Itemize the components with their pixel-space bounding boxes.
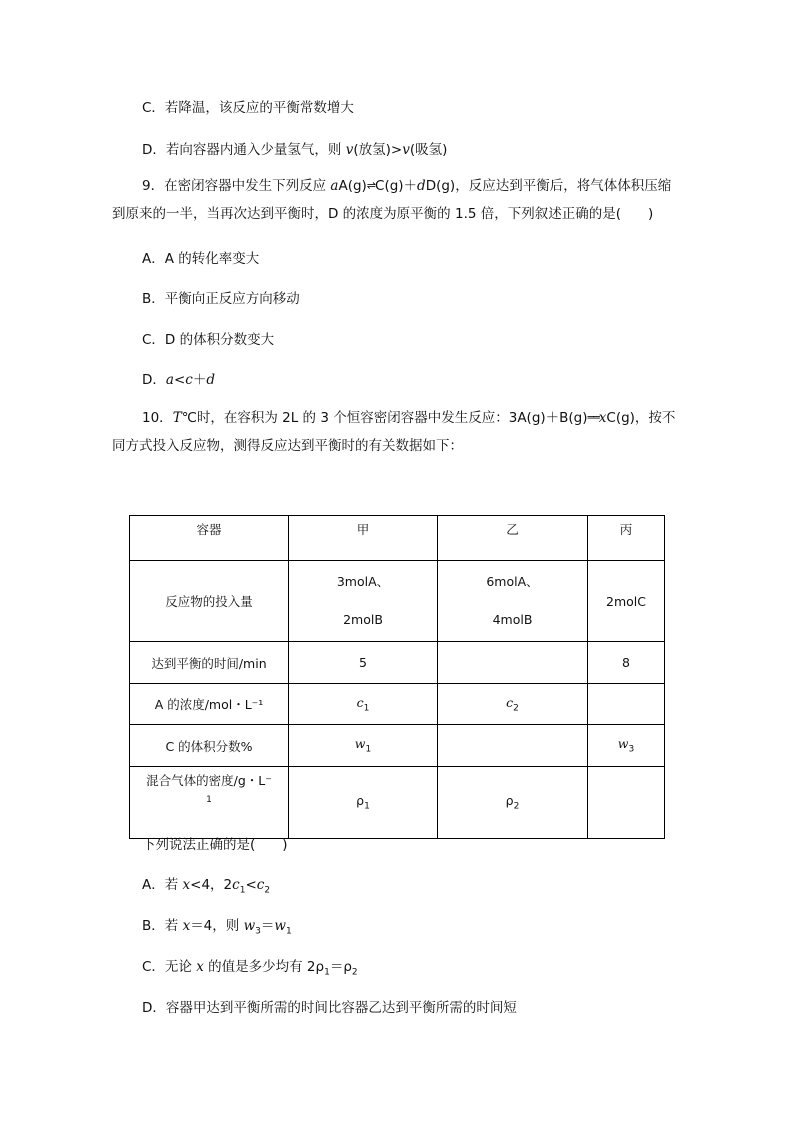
table-header-row bbox=[130, 516, 665, 561]
cell-bing bbox=[588, 767, 665, 839]
row-label: A 的浓度/mol・L⁻¹ bbox=[130, 684, 289, 725]
cell-yi bbox=[438, 561, 588, 642]
var-rho: ρ bbox=[315, 959, 325, 975]
row-label-line-2: 1 bbox=[206, 795, 212, 805]
table-row bbox=[130, 767, 665, 839]
header-bing: 丙 bbox=[588, 516, 665, 561]
cell-yi-line-1: 6molA、 bbox=[486, 574, 539, 589]
cell-jia bbox=[289, 725, 438, 767]
question-number: 9． bbox=[142, 178, 165, 194]
equilibrium-data-table bbox=[129, 515, 665, 839]
cell-jia bbox=[289, 684, 438, 725]
subscript: 2 bbox=[351, 967, 358, 978]
subscript: 3 bbox=[628, 744, 635, 755]
cell-bing bbox=[588, 684, 665, 725]
var-rho: ρ bbox=[505, 793, 514, 809]
q10-option-d: D．容器甲达到平衡所需的时间比容器乙达到平衡所需的时间短 bbox=[142, 1000, 517, 1016]
header-yi: 乙 bbox=[438, 516, 588, 561]
subscript: 2 bbox=[513, 801, 520, 812]
plus-sign: ＋ bbox=[192, 372, 207, 388]
q9-text-1: 在密闭容器中发生下列反应 bbox=[164, 178, 331, 194]
q10-option-c-mid: 的值是多少均有 2 bbox=[203, 959, 316, 975]
q10-option-c bbox=[142, 955, 358, 978]
q9-option-b: B．平衡向正反应方向移动 bbox=[142, 291, 300, 307]
equilibrium-arrow: ⇌ bbox=[366, 179, 376, 192]
table-row bbox=[130, 642, 665, 684]
q10-option-b-mid: ＝4，则 bbox=[190, 918, 244, 934]
subscript: 2 bbox=[513, 703, 519, 714]
var-rho: ρ bbox=[356, 793, 365, 809]
var-c: c bbox=[356, 694, 364, 710]
prev-option-d-suffix: (吸氢) bbox=[409, 142, 448, 158]
cell-bing bbox=[588, 725, 665, 767]
table-row bbox=[130, 725, 665, 767]
var-w: w bbox=[617, 736, 629, 752]
row-label bbox=[130, 767, 289, 839]
var-x: x bbox=[598, 410, 607, 426]
var-x: x bbox=[182, 877, 191, 893]
cell-yi bbox=[438, 767, 588, 839]
cell-yi bbox=[438, 725, 588, 767]
prev-option-d-prefix: D．若向容器内通入少量氢气，则 bbox=[142, 142, 346, 158]
var-c: c bbox=[232, 877, 240, 893]
var-x: x bbox=[182, 918, 191, 934]
var-v: v bbox=[345, 142, 354, 158]
subscript: 2 bbox=[264, 885, 271, 896]
cell-jia-line-2: 2molB bbox=[343, 612, 383, 627]
q10-option-a-prefix: A．若 bbox=[142, 877, 183, 893]
prev-option-d-mid: (放氢)> bbox=[353, 142, 403, 158]
header-container: 容器 bbox=[130, 516, 289, 561]
prev-option-c: C．若降温，该反应的平衡常数增大 bbox=[142, 100, 354, 116]
q9-option-a: A．A 的转化率变大 bbox=[142, 251, 260, 267]
equals-sign: ＝ bbox=[260, 918, 275, 934]
cell-jia bbox=[289, 561, 438, 642]
question-number: 10． bbox=[142, 410, 173, 426]
cell-yi bbox=[438, 642, 588, 684]
less-than: < bbox=[245, 877, 257, 893]
var-a: a bbox=[330, 178, 339, 194]
subscript: 1 bbox=[324, 967, 330, 978]
q10-option-c-prefix: C．无论 bbox=[142, 959, 197, 975]
q10-option-a bbox=[142, 873, 270, 896]
q10-text-1: ℃时，在容积为 2L 的 3 个恒容密闭容器中发生反应：3A(g)＋B(g) bbox=[181, 410, 588, 426]
cell-yi-line-2: 4molB bbox=[492, 612, 533, 627]
cell-yi bbox=[438, 684, 588, 725]
q9-option-d-prefix: D． bbox=[142, 372, 166, 388]
q9-option-d bbox=[142, 368, 215, 388]
var-w: w bbox=[243, 918, 256, 934]
q10-prompt: 下列说法正确的是( ) bbox=[142, 837, 288, 853]
row-label: 反应物的投入量 bbox=[130, 561, 289, 642]
q10-option-a-mid: <4，2 bbox=[190, 877, 233, 893]
var-c: c bbox=[506, 694, 514, 710]
row-label-line-1: 混合气体的密度/g・L⁻ bbox=[146, 773, 272, 788]
row-label: C 的体积分数% bbox=[130, 725, 289, 767]
var-c: c bbox=[256, 877, 265, 893]
subscript: 1 bbox=[364, 801, 370, 812]
prev-option-d bbox=[142, 138, 447, 158]
var-T: T bbox=[172, 410, 182, 426]
question-10-stem bbox=[112, 404, 684, 460]
subscript: 1 bbox=[285, 926, 292, 937]
var-d: d bbox=[417, 178, 426, 194]
var-c: c bbox=[185, 372, 193, 388]
equals-sign: ＝ bbox=[329, 959, 344, 975]
question-9-stem bbox=[112, 172, 684, 228]
var-d: d bbox=[206, 372, 215, 388]
cell-jia: 5 bbox=[289, 642, 438, 684]
q10-option-b-prefix: B．若 bbox=[142, 918, 183, 934]
cell-bing: 8 bbox=[588, 642, 665, 684]
cell-jia-line-1: 3molA、 bbox=[336, 574, 390, 589]
q9-option-c: C．D 的体积分数变大 bbox=[142, 332, 275, 348]
header-jia: 甲 bbox=[289, 516, 438, 561]
var-rho: ρ bbox=[343, 959, 352, 975]
var-w: w bbox=[354, 736, 366, 752]
var-x: x bbox=[196, 959, 204, 975]
q9-text-2: A(g) bbox=[338, 178, 367, 194]
subscript: 1 bbox=[363, 703, 370, 714]
cell-bing: 2molC bbox=[588, 561, 665, 642]
q10-text-2: C(g)，按不同方式投入反应物，测得反应达到平衡时的有关数据如下： bbox=[112, 410, 676, 454]
subscript: 3 bbox=[255, 926, 261, 937]
table-row bbox=[130, 684, 665, 725]
q9-text-4: D(g)，反应达到平衡后，将气体体积压缩到原来的一半，当再次达到平衡时，D 的浓度为原平衡的 1.5 倍，下列叙述正确的是( ) bbox=[112, 178, 672, 222]
subscript: 1 bbox=[239, 885, 246, 896]
subscript: 1 bbox=[365, 744, 372, 755]
table-row bbox=[130, 561, 665, 642]
var-w: w bbox=[274, 918, 286, 934]
var-a: a bbox=[165, 372, 174, 388]
q9-text-3: C(g)＋ bbox=[375, 178, 418, 194]
var-v: v bbox=[402, 142, 410, 158]
cell-jia bbox=[289, 767, 438, 839]
equals-sign: ══ bbox=[587, 411, 599, 424]
row-label: 达到平衡的时间/min bbox=[130, 642, 289, 684]
q10-option-b bbox=[142, 914, 292, 937]
less-than: < bbox=[173, 372, 186, 388]
